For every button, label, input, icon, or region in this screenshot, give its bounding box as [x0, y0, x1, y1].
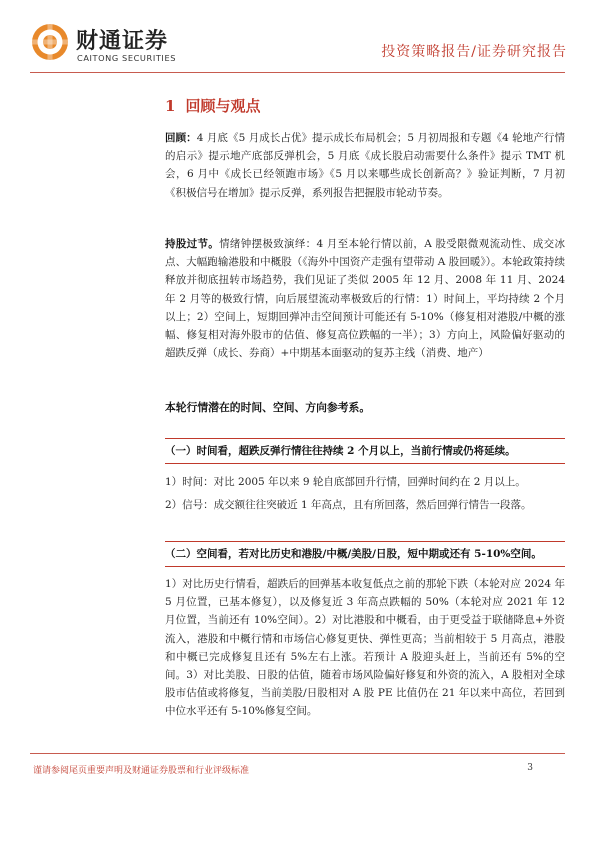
- report-type-title: 投资策略报告/证券研究报告: [381, 44, 567, 60]
- section-number: 1: [165, 97, 176, 115]
- holding-label: 持股过节。: [165, 238, 220, 250]
- review-paragraph: [165, 129, 565, 202]
- space-paragraph: 1）对比历史行情看，超跌后的回弹基本收复低点之前的那轮下跌（本轮对应 2024 年 5 月位置，已基本修复），以及修复近 3 年高点跌幅的 50%（本轮对应 2021 年 12 月位置，当前还有 10%空间）。2）对比港股和中概看，由于更受益于联储降息+外资流入，港股和中概行情和市场信心修复更快、弹性更高；当前相较于 5 月高点，港股和中概已完成修复且还有 5%左右上涨。若预计 A 股迎头赶上，当前还有 5%的空间。3）对比美股、日股的估值，随着市场风险偏好修复和外资的流入，A 股相对全球股市估值或将修复，当前美股/日股相对 A 股 PE 比值仍在 21 年以来中高位，若回到中位水平还有 5-10%修复空间。: [165, 578, 565, 718]
- caitong-logo: [30, 22, 180, 68]
- section-title: [165, 95, 260, 116]
- logo-chinese-name: 财通证券: [76, 29, 169, 54]
- section-title-text: 回顾与观点: [185, 97, 261, 115]
- holding-text: 情绪钟摆极致演绎：4 月至本轮行情以前，A 股受限微观流动性、成交冰点、大幅跑输港股和中概股（《海外中国资产走强有望带动 A 股回暖》）。本轮政策持续释放并彻底扭转市场趋势，我们见证了类似 2005 年 12 月、2008 年 11 月、2024 年 2 月等的极致行情，向后展望流动率极致后的行情：1）时间上，平均持续 2 个月以上；2）空间上，短期回弹冲击空间预计可能还有 5-10%（修复相对港股/中概的涨幅、修复相对海外股市的估值、修复高位跌幅的一半）；3）方向上，风险偏好驱动的超跌反弹（成长、券商）+中期基本面驱动的复苏主线（消费、地产）: [165, 238, 566, 360]
- time-section-heading: （一）时间看，超跌反弹行情往往持续 2 个月以上，当前行情或仍将延续。: [165, 438, 565, 464]
- time-item-2: 2）信号：成交额往往突破近 1 年高点，且有所回落，然后回弹行情告一段落。: [165, 499, 532, 511]
- footer-divider: [30, 753, 565, 754]
- header-divider: [30, 72, 565, 73]
- reference-title: 本轮行情潜在的时间、空间、方向参考系。: [165, 401, 371, 414]
- page-header: [0, 0, 595, 75]
- holding-paragraph: [165, 235, 565, 362]
- footer-disclaimer: 谨请参阅尾页重要声明及财通证券股票和行业评级标准: [33, 766, 250, 776]
- logo-english-name: CAITONG SECURITIES: [77, 53, 177, 63]
- page-number: 3: [527, 763, 533, 773]
- review-label: 回顾：: [165, 132, 197, 144]
- space-section-heading: （二）空间看，若对比历史和港股/中概/美股/日股，短中期或还有 5-10%空间。: [165, 541, 565, 567]
- logo-emblem-icon: [30, 22, 70, 62]
- review-text: 4 月底《5 月成长占优》提示成长布局机会；5 月初周报和专题《4 轮地产行情的启示》提示地产底部反弹机会，5 月底《成长股启动需要什么条件》提示 TMT 机会，6 月中《成长已经领跑市场》《5 月以来哪些成长创新高？》验证判断，7 月初《积极信号在增加》提示反弹，系列报告把握股市轮动节奏。: [165, 132, 565, 199]
- time-item-1: 1）时间：对比 2005 年以来 9 轮自底部回升行情，回弹时间约在 2 月以上。: [165, 476, 526, 488]
